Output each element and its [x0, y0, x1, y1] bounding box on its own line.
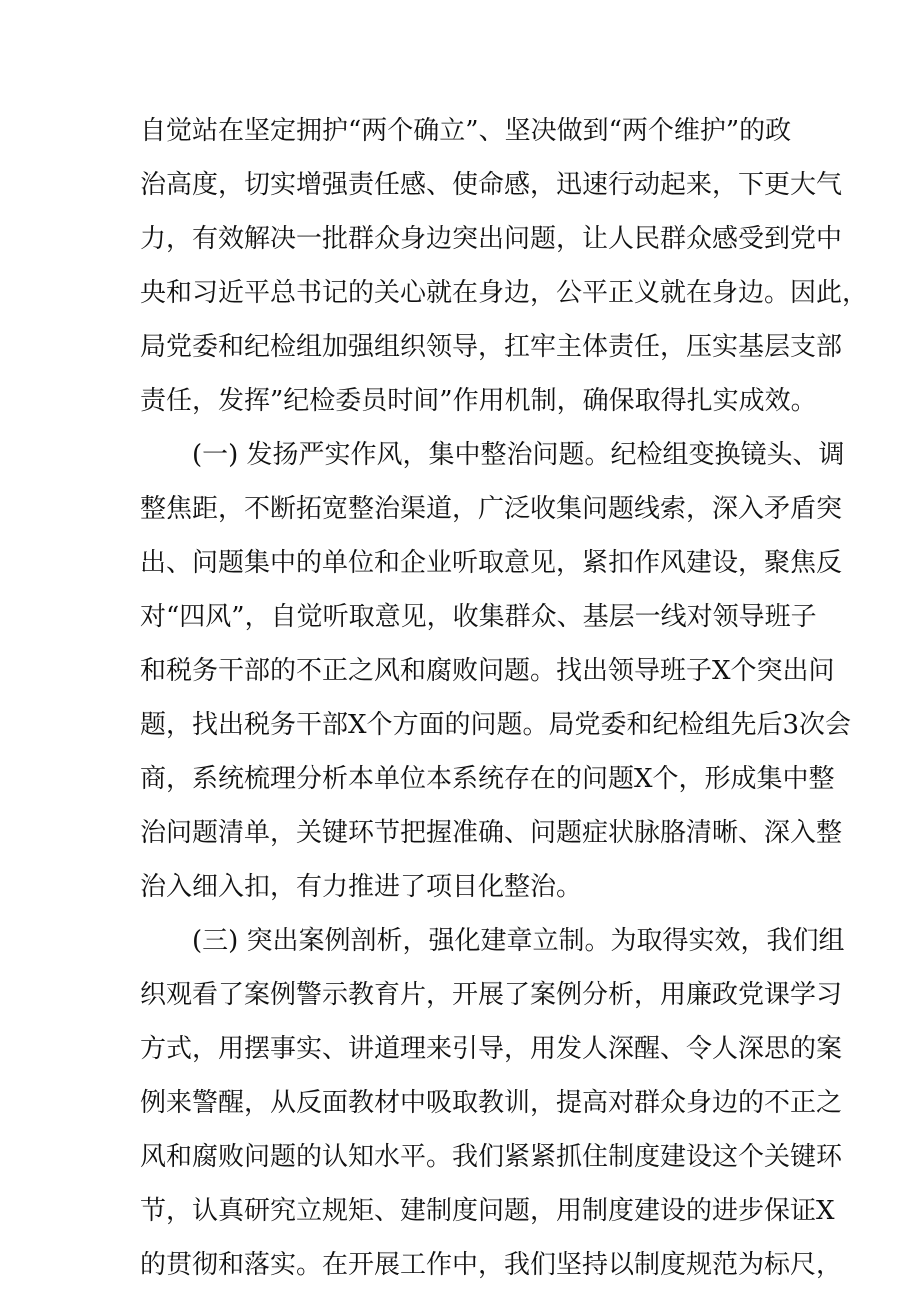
text-line: 力，有效解决一批群众身边突出问题，让人民群众感受到党中 — [140, 224, 843, 254]
text-line: 方式，用摆事实、讲道理来引导，用发人深醒、令人深思的案 — [140, 1034, 843, 1064]
text-line: 央和习近平总书记的关心就在身边，公平正义就在身边。因此， — [140, 278, 869, 308]
section-heading-line: (一) 发扬严实作风，集中整治问题。纪检组变换镜头、调 — [192, 440, 845, 470]
text-line: 和税务干部的不正之风和腐败问题。找出领导班子X个突出问 — [140, 656, 835, 686]
text-line: 题，找出税务干部X个方面的问题。局党委和纪检组先后3次会 — [140, 710, 852, 740]
section-heading-line: (三) 突出案例剖析，强化建章立制。为取得实效，我们组 — [192, 926, 845, 956]
text-line: 责任，发挥”纪检委员时间”作用机制，确保取得扎实成效。 — [140, 386, 817, 416]
text-line: 织观看了案例警示教育片，开展了案例分析，用廉政党课学习 — [140, 980, 843, 1010]
text-line: 治入细入扣，有力推进了项目化整治。 — [140, 872, 583, 902]
text-line: 自觉站在坚定拥护“两个确立”、坚决做到“两个维护”的政 — [140, 116, 792, 146]
text-line: 对“四风”，自觉听取意见，收集群众、基层一线对领导班子 — [140, 602, 817, 632]
text-line: 整焦距，不断拓宽整治渠道，广泛收集问题线索，深入矛盾突 — [140, 494, 843, 524]
text-line: 的贯彻和落实。在开展工作中，我们坚持以制度规范为标尺， — [140, 1250, 843, 1280]
paragraph-section-three — [140, 914, 845, 1292]
text-line: 商，系统梳理分析本单位本系统存在的问题X个，形成集中整 — [140, 764, 835, 794]
text-line: 局党委和纪检组加强组织领导，扛牢主体责任，压实基层支部 — [140, 332, 843, 362]
text-line: 节，认真研究立规矩、建制度问题，用制度建设的进步保证X — [140, 1196, 835, 1226]
text-line: 风和腐败问题的认知水平。我们紧紧抓住制度建设这个关键环 — [140, 1142, 843, 1172]
paragraph-intro — [140, 104, 869, 428]
text-line: 例来警醒，从反面教材中吸取教训，提高对群众身边的不正之 — [140, 1088, 843, 1118]
text-line: 出、问题集中的单位和企业听取意见，紧扣作风建设，聚焦反 — [140, 548, 843, 578]
text-line: 治高度，切实增强责任感、使命感，迅速行动起来，下更大气 — [140, 170, 843, 200]
paragraph-section-one — [140, 428, 852, 914]
document-body — [140, 104, 869, 1292]
text-line: 治问题清单，关键环节把握准确、问题症状脉胳清晰、深入整 — [140, 818, 843, 848]
